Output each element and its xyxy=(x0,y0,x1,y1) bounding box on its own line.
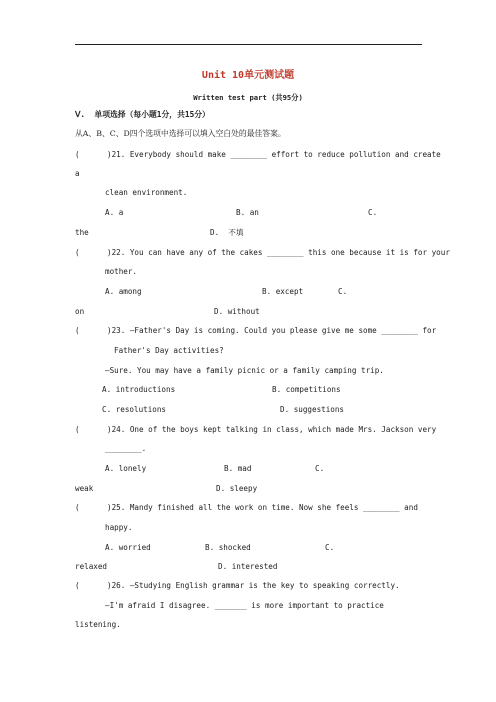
q22-option-b: B. except xyxy=(262,287,304,296)
q21-option-c-text: the xyxy=(75,228,89,237)
q25-option-b: B. shocked xyxy=(205,543,251,552)
q22-option-c-text: on xyxy=(75,307,85,316)
q24-stem-cont: ________. xyxy=(105,444,147,453)
q22-stem-cont: mother. xyxy=(105,267,138,276)
q26-reply-cont: listening. xyxy=(75,620,121,629)
section-heading: Ⅴ. 单项选择（每小题1分，共15分） xyxy=(75,110,210,119)
q25-option-c: C. xyxy=(325,543,335,552)
q22-stem: ( )22. You can have any of the cakes ________ this one because it is for your xyxy=(75,248,450,257)
q26-reply: —I'm afraid I disagree. _______ is more important to practice xyxy=(105,601,384,610)
q23-option-a: A. introductions xyxy=(102,385,176,394)
q24-option-b: B. mad xyxy=(224,464,252,473)
q22-option-a: A. among xyxy=(105,287,142,296)
q21-option-a: A. a xyxy=(105,208,124,217)
q21-option-c: C. xyxy=(368,208,378,217)
q25-option-a: A. worried xyxy=(105,543,151,552)
q23-option-b: B. competitions xyxy=(272,385,341,394)
q26-stem: ( )26. —Studying English grammar is the key to speaking correctly. xyxy=(75,581,400,590)
q25-stem-cont: happy. xyxy=(105,523,133,532)
q23-reply: —Sure. You may have a family picnic or a family camping trip. xyxy=(105,366,384,375)
q21-option-b: B. an xyxy=(236,208,259,217)
q23-option-c: C. resolutions xyxy=(102,405,167,414)
q22-option-d: D. without xyxy=(214,307,260,316)
q25-option-d: D. interested xyxy=(218,562,278,571)
q24-option-d: D. sleepy xyxy=(216,484,258,493)
q24-option-c-text: weak xyxy=(75,484,94,493)
q23-stem-cont: Father's Day activities? xyxy=(114,346,224,355)
q21-stem-wrap: a xyxy=(75,169,80,178)
page-title: Unit 10单元测试题 xyxy=(201,70,295,81)
instruction-text: 从A、B、C、D四个选项中选择可以填入空白处的最佳答案。 xyxy=(75,129,286,138)
q24-option-c: C. xyxy=(315,464,325,473)
q22-option-c: C. xyxy=(338,287,348,296)
page-subtitle: Written test part (共95分) xyxy=(193,93,303,102)
q21-option-d: D. 不填 xyxy=(210,228,244,237)
q25-option-c-text: relaxed xyxy=(75,562,108,571)
q25-stem: ( )25. Mandy finished all the work on time. Now she feels ________ and xyxy=(75,503,418,512)
q23-option-d: D. suggestions xyxy=(280,405,345,414)
q24-option-a: A. lonely xyxy=(105,464,147,473)
q21-stem: ( )21. Everybody should make ________ effort to reduce pollution and create xyxy=(75,150,441,159)
q23-stem: ( )23. —Father's Day is coming. Could you please give me some ________ for xyxy=(75,326,437,335)
top-rule xyxy=(75,44,422,45)
q21-stem-cont: clean environment. xyxy=(105,188,188,197)
q24-stem: ( )24. One of the boys kept talking in class, which made Mrs. Jackson very xyxy=(75,425,437,434)
